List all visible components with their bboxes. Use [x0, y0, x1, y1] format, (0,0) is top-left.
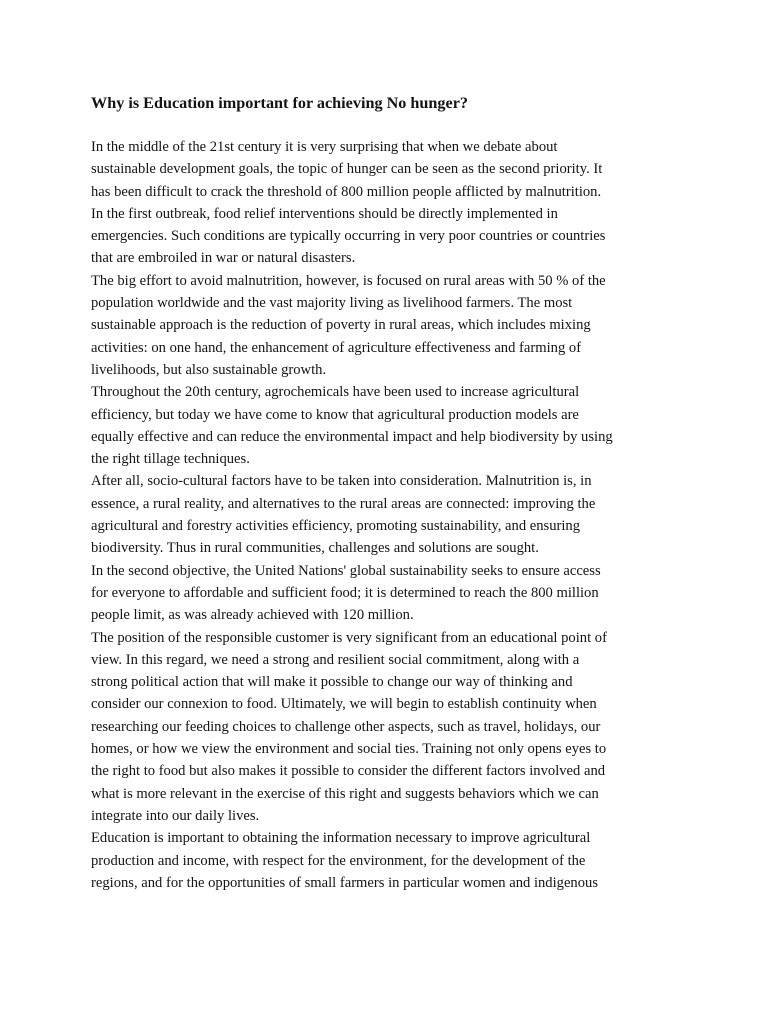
body-line: population worldwide and the vast majority living as livelihood farmers. The most — [91, 295, 573, 312]
body-line: emergencies. Such conditions are typically occurring in very poor countries or countries — [91, 228, 606, 245]
body-line: the right tillage techniques. — [91, 451, 250, 468]
body-line: The big effort to avoid malnutrition, however, is focused on rural areas with 50 % of the — [91, 272, 606, 289]
body-line: activities: on one hand, the enhancement of agriculture effectiveness and farming of — [91, 339, 582, 356]
body-line: integrate into our daily lives. — [91, 807, 260, 824]
body-line: In the second objective, the United Nations' global sustainability seeks to ensure access — [91, 562, 601, 579]
body-line: has been difficult to crack the threshold of 800 million people afflicted by malnutrition. — [91, 183, 602, 200]
body-line: In the first outbreak, food relief interventions should be directly implemented in — [91, 205, 558, 222]
body-line: strong political action that will make it possible to change our way of thinking and — [91, 674, 573, 691]
body-line: researching our feeding choices to challenge other aspects, such as travel, holidays, our — [91, 718, 601, 735]
body-line: Throughout the 20th century, agrochemicals have been used to increase agricultural — [91, 384, 580, 401]
body-line: view. In this regard, we need a strong and resilient social commitment, along with a — [91, 651, 580, 668]
body-line: sustainable development goals, the topic of hunger can be seen as the second priority. It — [91, 161, 603, 178]
body-line: After all, socio-cultural factors have to be taken into consideration. Malnutrition is, in — [91, 473, 592, 490]
body-line: sustainable approach is the reduction of poverty in rural areas, which includes mixing — [91, 317, 591, 334]
body-line: livelihoods, but also sustainable growth. — [91, 361, 327, 378]
body-line: efficiency, but today we have come to know that agricultural production models are — [91, 406, 579, 423]
body-line: biodiversity. Thus in rural communities, challenges and solutions are sought. — [91, 540, 539, 557]
body-line: what is more relevant in the exercise of this right and suggests behaviors which we can — [91, 785, 599, 802]
document-body — [91, 136, 681, 894]
body-line: people limit, as was already achieved with 120 million. — [91, 607, 414, 624]
body-line: Education is important to obtaining the information necessary to improve agricultural — [91, 830, 591, 847]
body-line: for everyone to affordable and sufficient food; it is determined to reach the 800 million — [91, 584, 599, 601]
body-line: In the middle of the 21st century it is very surprising that when we debate about — [91, 139, 558, 155]
body-line: the right to food but also makes it possible to consider the different factors involved and — [91, 763, 606, 780]
body-line: The position of the responsible customer is very significant from an educational point of — [91, 629, 607, 646]
body-line: essence, a rural reality, and alternatives to the rural areas are connected: improving the — [91, 495, 596, 512]
body-line: production and income, with respect for the environment, for the development of the — [91, 852, 586, 869]
body-line: homes, or how we view the environment and social ties. Training not only opens eyes to — [91, 741, 607, 758]
body-line: that are embroiled in war or natural disasters. — [91, 250, 356, 267]
body-line: consider our connexion to food. Ultimately, we will begin to establish continuity when — [91, 696, 597, 713]
body-line: agricultural and forestry activities efficiency, promoting sustainability, and ensuring — [91, 518, 581, 535]
document-title: Why is Education important for achieving No hunger? — [91, 94, 468, 112]
body-line: equally effective and can reduce the environmental impact and help biodiversity by using — [91, 428, 613, 445]
body-line: regions, and for the opportunities of small farmers in particular women and indigenous — [91, 874, 599, 891]
